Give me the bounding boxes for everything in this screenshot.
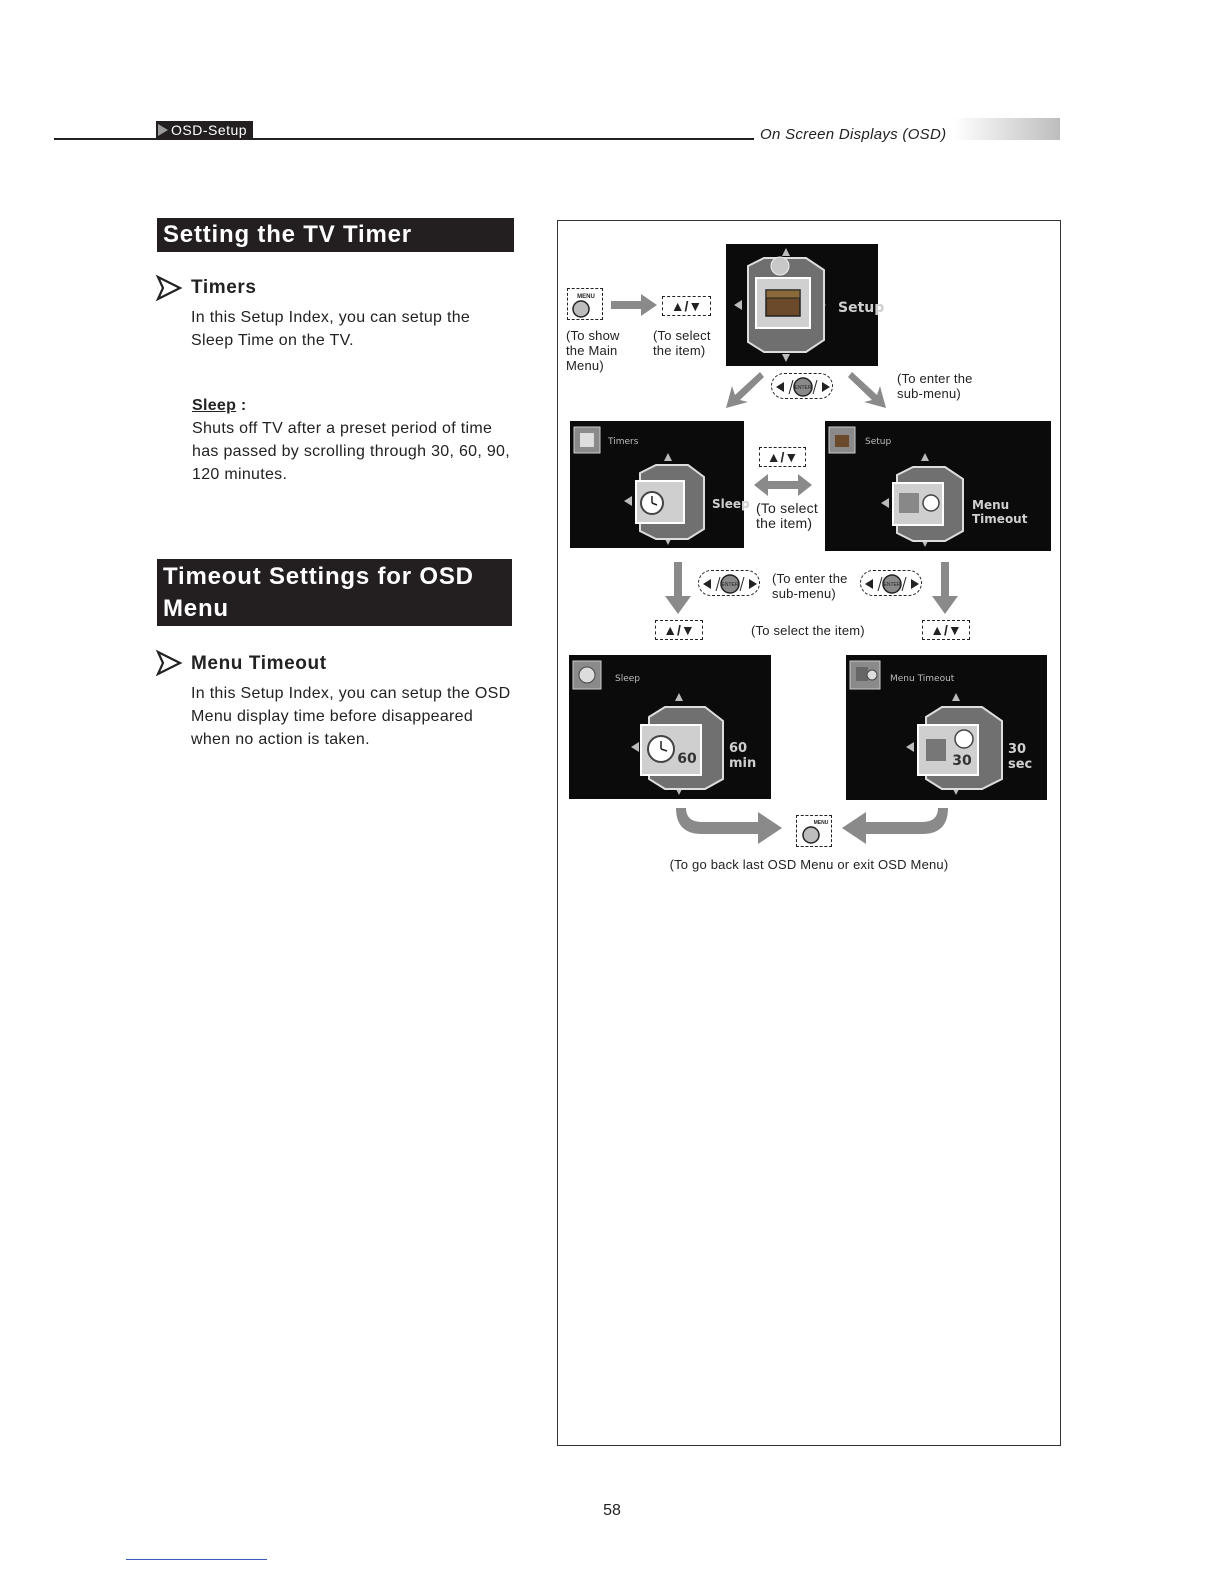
up-down-key-icon: ▲/▼	[662, 296, 711, 316]
caption-line: the Main	[566, 343, 618, 358]
footer-rule	[126, 1559, 267, 1560]
caption-select-item-middle	[756, 501, 818, 531]
section-title-timeout	[157, 559, 512, 626]
sleep-description: Shuts off TV after a preset period of time has passed by scrolling through 30, 60, 90, 120 minutes.	[192, 420, 510, 483]
sleep-colon: :	[236, 397, 247, 414]
caption-line: the item)	[756, 515, 813, 531]
caption-select-item	[653, 328, 711, 358]
caption-line: (To enter the	[772, 571, 848, 586]
caption-line: sub-menu)	[897, 386, 961, 401]
timers-intro: In this Setup Index, you can setup the Sleep Time on the TV.	[191, 309, 471, 349]
header-gradient	[954, 118, 1060, 140]
caption-line: Menu)	[566, 358, 604, 373]
page-number: 58	[603, 1502, 621, 1519]
curved-arrow-right-icon	[674, 808, 784, 846]
screen-sleep	[569, 655, 771, 799]
caption-line: sub-menu)	[772, 586, 836, 601]
section-title-timeout-line1: Timeout Settings for OSD	[163, 563, 474, 590]
caption-line: (To select	[756, 500, 818, 516]
screen-setup-corner-label: Setup	[865, 437, 892, 447]
triangle-right-icon	[158, 124, 168, 136]
svg-text:ENTER: ENTER	[794, 385, 812, 391]
caption-line: (To show	[566, 328, 620, 343]
chapter-title: On Screen Displays (OSD)	[760, 126, 947, 143]
menu-timeout-text: In this Setup Index, you can setup the OSD Menu display time before disappeared when no action is taken.	[191, 685, 511, 748]
subheading-timers: Timers	[191, 277, 257, 298]
screen-timers	[570, 421, 750, 548]
screen-main-label: Setup	[838, 300, 885, 316]
subheading-menu-timeout: Menu Timeout	[191, 653, 327, 674]
screen-menu-timeout-corner-label: Menu Timeout	[890, 674, 955, 684]
arrow-bullet-icon	[157, 651, 181, 675]
enter-key-icon	[860, 570, 922, 596]
arrow-down-left-icon	[726, 372, 764, 408]
arrow-bullet-icon	[157, 276, 181, 300]
curved-arrow-left-icon	[840, 808, 950, 846]
caption-line: the item)	[653, 343, 706, 358]
up-down-key-icon: ▲/▼	[759, 447, 806, 467]
svg-text:MENU: MENU	[577, 294, 595, 300]
menu-key-icon	[567, 288, 603, 320]
screen-timers-corner-label: Timers	[608, 437, 639, 447]
screen-setup-label: Menu Timeout	[972, 498, 1028, 526]
caption-line: (To select	[653, 328, 711, 343]
enter-key-icon	[698, 570, 760, 596]
caption-show-main-menu	[566, 328, 620, 373]
arrow-down-right-icon	[848, 372, 886, 408]
section-tag	[156, 121, 253, 139]
screen-setup	[825, 421, 1051, 551]
caption-enter-submenu	[897, 371, 973, 401]
arrow-right-icon	[611, 294, 657, 316]
screen-sleep-label: 60 min	[729, 741, 757, 771]
screen-main-setup	[726, 244, 885, 366]
section-tag-text: OSD-Setup	[171, 122, 248, 138]
caption-select-item-row: (To select the item)	[751, 623, 865, 638]
svg-text:30: 30	[952, 753, 972, 769]
up-down-key-icon: ▲/▼	[655, 620, 703, 640]
screen-menu-timeout	[846, 655, 1047, 800]
enter-key-icon	[771, 373, 833, 399]
screen-menu-timeout-label: 30 sec	[1008, 742, 1033, 772]
double-arrow-horizontal-icon	[754, 474, 812, 496]
caption-line: (To enter the	[897, 371, 973, 386]
section-title-timeout-line2: Menu	[163, 595, 229, 622]
svg-text:MENU: MENU	[813, 820, 829, 826]
section-title-timer: Setting the TV Timer	[157, 218, 514, 252]
arrow-down-icon	[932, 562, 958, 614]
arrow-down-icon	[665, 562, 691, 614]
menu-key-icon	[796, 815, 832, 847]
sleep-block	[192, 394, 512, 486]
svg-text:ENTER: ENTER	[721, 582, 739, 588]
sleep-label: Sleep	[192, 397, 237, 414]
screen-timers-label: Sleep	[712, 497, 750, 511]
svg-text:ENTER: ENTER	[883, 582, 901, 588]
caption-go-back: (To go back last OSD Menu or exit OSD Menu)	[669, 857, 949, 872]
up-down-key-icon: ▲/▼	[922, 620, 970, 640]
caption-enter-submenu-middle	[772, 571, 848, 601]
svg-text:60: 60	[677, 751, 697, 767]
screen-sleep-corner-label: Sleep	[615, 674, 641, 684]
